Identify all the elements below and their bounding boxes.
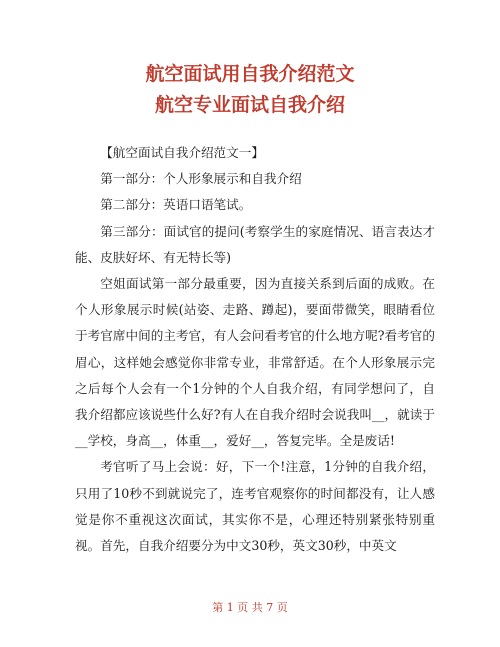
section-heading: 【航空面试自我介绍范文一】 — [100, 145, 264, 160]
paragraph-interview-advice: 空姐面试第一部分最重要，因为直接关系到后面的成败。在个人形象展示时候(站姿、走路、蹲起)，要面带微笑，眼睛看位于考官席中间的主考官，有人会问看考官的什么地方呢?看考官的眉心，这样她会感觉你非常专业，非常舒适。在个人形象展示完之后每个人会有一个1分钟的个人自我介绍，有同学想问了，自我介绍都应该说些什么好?有人在自我介绍时会说我叫__，就读于__学校，身高__，体重__，爱好__，答复完毕。全是废话! — [75, 276, 435, 449]
page-footer: 第 1 页 共 7 页 — [212, 601, 288, 614]
paragraph-part-two: 第二部分：英语口语笔试。 — [100, 197, 252, 213]
document-body — [75, 140, 435, 559]
paragraph-part-one: 第一部分：个人形象展示和自我介绍 — [100, 171, 302, 187]
document-title: 航空面试用自我介绍范文 — [145, 63, 355, 85]
paragraph-part-three: 第三部分：面试官的提问(考察学生的家庭情况、语言表达才能、皮肤好坏、有无特长等) — [75, 223, 435, 265]
paragraph-examiner-response: 考官听了马上会说：好，下一个!注意，1分钟的自我介绍，只用了10秒不到就说完了，连考官观察你的时间都没有，让人感觉是你不重视这次面试，其实你不是，心理还特别紧张特别重视。首先，自我介绍要分为中文30秒，英文30秒，中英文 — [75, 459, 435, 554]
document-subtitle: 航空专业面试自我介绍 — [154, 94, 345, 116]
